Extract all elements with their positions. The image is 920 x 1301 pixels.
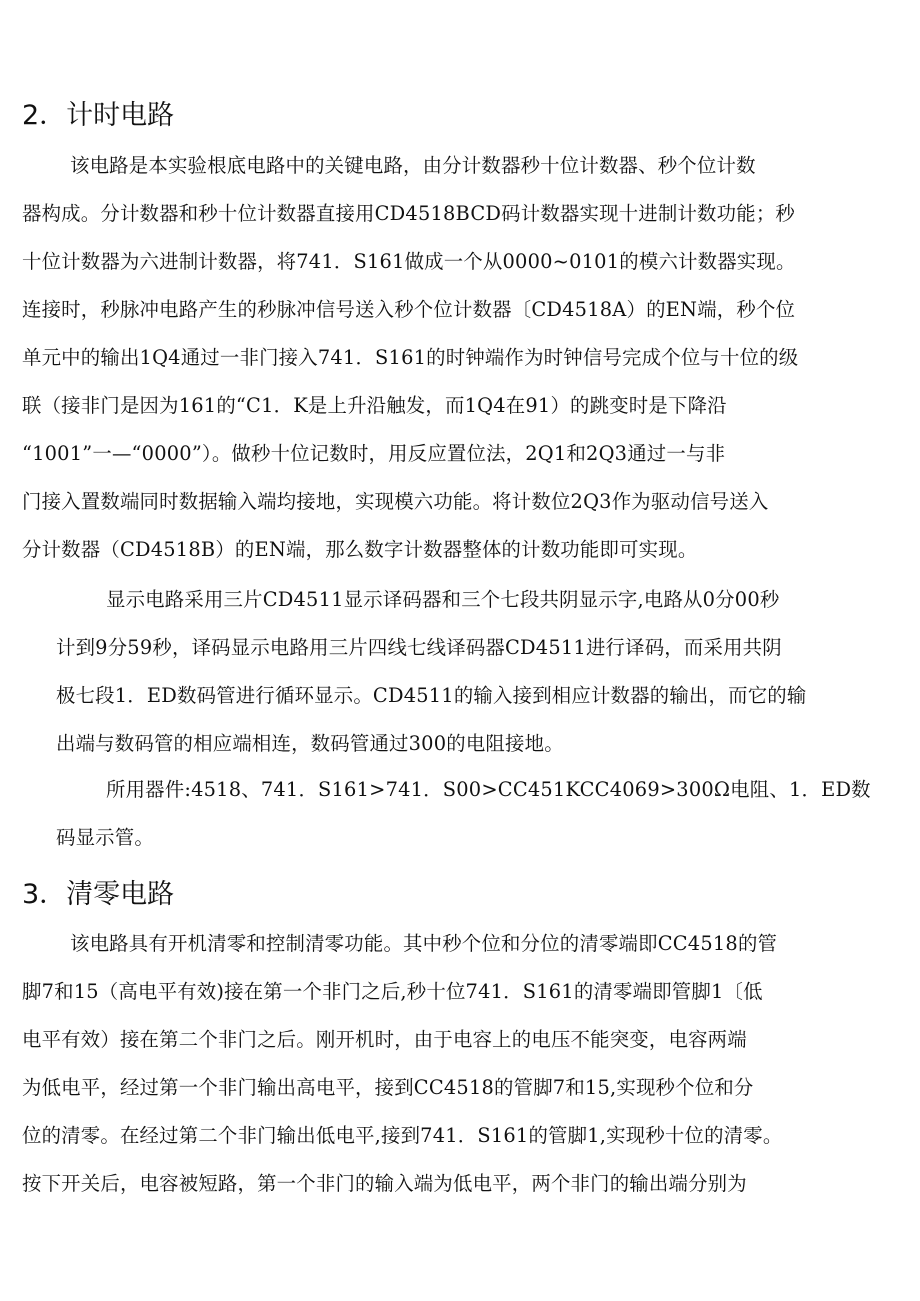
- text-line: 出端与数码管的相应端相连，数码管通过300的电阻接地。: [56, 732, 564, 755]
- text-line: 脚7和15（高电平有效)接在第一个非门之后,秒十位741．S161的清零端即管脚1〔低: [22, 980, 763, 1003]
- text-line: 连接时，秒脉冲电路产生的秒脉冲信号送入秒个位计数器〔CD4518A）的EN端，秒个位: [22, 298, 796, 321]
- text-line: 按下开关后，电容被短路，第一个非门的输入端为低电平，两个非门的输出端分别为: [22, 1172, 747, 1195]
- text-line: 该电路是本实验根底电路中的关键电路，由分计数器秒十位计数器、秒个位计数: [70, 154, 756, 177]
- text-line: 计到9分59秒，译码显示电路用三片四线七线译码器CD4511进行译码，而采用共阴: [56, 636, 782, 659]
- text-line: 器构成。分计数器和秒十位计数器直接用CD4518BCD码计数器实现十进制计数功能；秒: [22, 202, 796, 225]
- text-line: 分计数器（CD4518B）的EN端，那么数字计数器整体的计数功能即可实现。: [22, 538, 698, 561]
- section-2-heading: 2．计时电路: [22, 100, 175, 131]
- text-line: 为低电平，经过第一个非门输出高电平，接到CC4518的管脚7和15,实现秒个位和分: [22, 1076, 754, 1099]
- text-line: 十位计数器为六进制计数器，将741．S161做成一个从0000~0101的模六计数器实现。: [22, 250, 796, 273]
- text-line: “1001”一—“0000”）。做秒十位记数时，用反应置位法，2Q1和2Q3通过一与非: [22, 442, 726, 465]
- text-line: 码显示管。: [56, 826, 154, 849]
- section-3-heading: 3．清零电路: [22, 879, 175, 910]
- text-line: 联（接非门是因为161的“C1．K是上升沿触发，而1Q4在91）的跳变时是下降沿: [22, 394, 727, 417]
- text-line: 该电路具有开机清零和控制清零功能。其中秒个位和分位的清零端即CC4518的管: [70, 932, 778, 955]
- text-line: 位的清零。在经过第二个非门输出低电平,接到741．S161的管脚1,实现秒十位的清零。: [22, 1124, 783, 1147]
- text-line: 电平有效）接在第二个非门之后。刚开机时，由于电容上的电压不能突变，电容两端: [22, 1028, 747, 1051]
- text-line: 单元中的输出1Q4通过一非门接入741．S161的时钟端作为时钟信号完成个位与十位的级: [22, 346, 799, 369]
- text-line: 门接入置数端同时数据输入端均接地，实现模六功能。将计数位2Q3作为驱动信号送入: [22, 490, 769, 513]
- text-line: 显示电路采用三片CD4511显示译码器和三个七段共阴显示字,电路从0分00秒: [106, 588, 780, 611]
- text-line: 极七段1．ED数码管进行循环显示。CD4511的输入接到相应计数器的输出，而它的输: [56, 684, 807, 707]
- text-line: 所用器件:4518、741．S161>741．S00>CC451KCC4069>300Ω电阻、1．ED数: [106, 778, 871, 801]
